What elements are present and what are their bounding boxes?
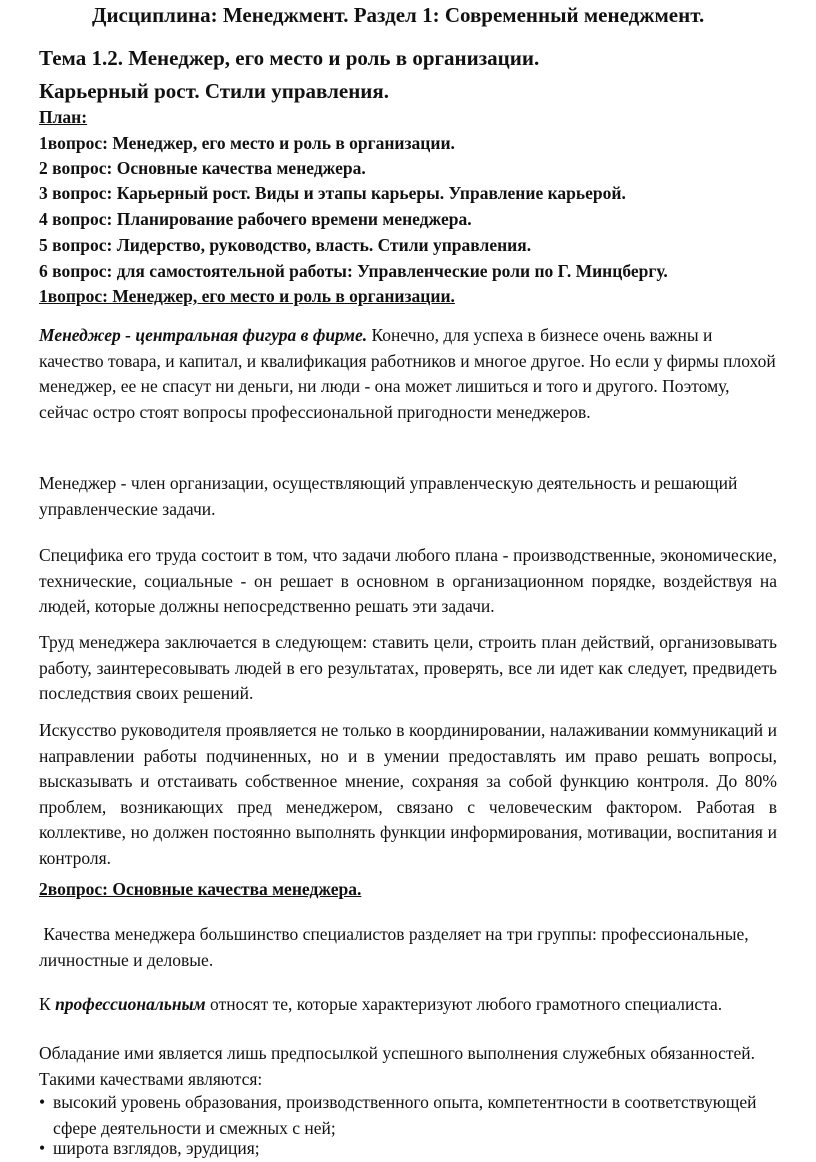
section-1-heading: 1вопрос: Менеджер, его место и роль в организации. xyxy=(39,286,455,306)
plan-item-2: 2 вопрос: Основные качества менеджера. xyxy=(39,158,366,178)
topic-title-line-1: Тема 1.2. Менеджер, его место и роль в организации. xyxy=(39,46,540,70)
plan-title: План: xyxy=(39,107,88,127)
section-1-lead: Менеджер - центральная фигура в фирме. xyxy=(39,325,368,345)
section-2-paragraph-3: Обладание ими является лишь предпосылкой успешного выполнения служебных обязанностей. Такими качествами являются: xyxy=(39,1043,756,1089)
section-2-heading: 2вопрос: Основные качества менеджера. xyxy=(39,879,362,899)
section-2-paragraph-2-text: относят те, которые характеризуют любого грамотного специалиста. xyxy=(205,994,723,1014)
section-2-professional-term: профессиональным xyxy=(55,994,206,1014)
section-1-paragraph-3: Специфика его труда состоит в том, что задачи любого плана - производственные, экономические, технические, социальные - он решает в основном в организационном порядке, воздействуя на людей, которые должны непосредственно решать эти задачи. xyxy=(39,545,777,616)
bullet-item-text: широта взглядов, эрудиция; xyxy=(53,1138,260,1158)
plan-item-3: 3 вопрос: Карьерный рост. Виды и этапы карьеры. Управление карьерой. xyxy=(39,183,626,203)
section-1-paragraph-1-text: Конечно, для успеха в бизнесе очень важны и качество товара, и капитал, и квалификация работников и многое другое. Но если у фирмы плохой менеджер, ее не спасут ни деньги, ни люди - она может лишиться и того и другого. Поэтому, сейчас остро стоят вопросы профессиональной пригодности менеджеров. xyxy=(39,325,776,422)
plan-item-4: 4 вопрос: Планирование рабочего времени менеджера. xyxy=(39,209,472,229)
section-2-paragraph-2 xyxy=(39,992,777,1018)
section-2-paragraph-1: Качества менеджера большинство специалистов разделяет на три группы: профессиональные, личностные и деловые. xyxy=(39,924,753,970)
section-2-paragraph-2-prefix: К xyxy=(39,994,56,1014)
bullet-mark: • xyxy=(39,1138,46,1158)
section-1-paragraph-5: Искусство руководителя проявляется не только в координировании, налаживании коммуникаций и направлении работы подчиненных, но и в умении предоставлять им право решать вопросы, высказывать и отстаивать собственное мнение, сохраняя за собой функцию контроля. До 80% проблем, возникающих пред менеджером, связано с человеческим фактором. Работая в коллективе, но должен постоянно выполнять функции информирования, мотивации, воспитания и контроля. xyxy=(39,720,777,868)
bullet-item-1 xyxy=(39,1090,779,1141)
plan-item-6: 6 вопрос: для самостоятельной работы: Управленческие роли по Г. Минцбергу. xyxy=(39,261,668,281)
topic-title-line-2: Карьерный рост. Стили управления. xyxy=(39,79,390,103)
discipline-title: Дисциплина: Менеджмент. Раздел 1: Современный менеджмент. xyxy=(92,3,705,27)
bullet-item-2 xyxy=(39,1136,779,1162)
section-1-paragraph-4: Труд менеджера заключается в следующем: ставить цели, строить план действий, организовывать работу, заинтересовывать людей в его результатах, проверять, все ли идет как следует, предвидеть последствия своих решений. xyxy=(39,632,777,703)
section-1-paragraph-2: Менеджер - член организации, осуществляющий управленческую деятельность и решающий управленческие задачи. xyxy=(39,473,738,519)
plan-item-1: 1вопрос: Менеджер, его место и роль в организации. xyxy=(39,133,455,153)
plan-item-5: 5 вопрос: Лидерство, руководство, власть. Стили управления. xyxy=(39,235,532,255)
bullet-mark: • xyxy=(39,1092,46,1112)
bullet-item-text: высокий уровень образования, производственного опыта, компетентности в соответствующей сфере деятельности и смежных с ней; xyxy=(53,1092,757,1138)
section-1-paragraph-1 xyxy=(39,323,777,425)
